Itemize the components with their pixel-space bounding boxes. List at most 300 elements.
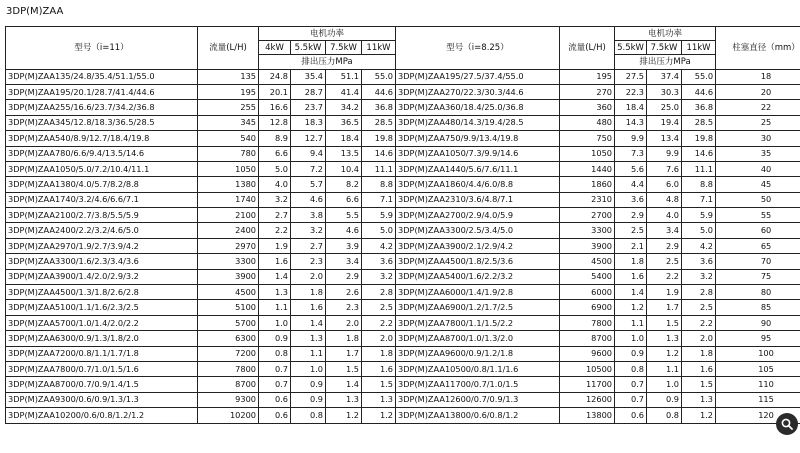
cell-p11kw: 1.3 (362, 392, 396, 407)
table-row (6, 392, 800, 407)
cell-flow-left: 2100 (198, 208, 259, 223)
header-power-7-5kw-right: 7.5kW (647, 41, 682, 55)
cell-p5-5kw-right: 0.6 (615, 408, 647, 423)
header-plunger-diameter: 柱塞直径（mm） (716, 27, 800, 70)
cell-p11kw-right: 3.6 (682, 254, 716, 269)
cell-model-left: 3DP(M)ZAA4500/1.3/1.8/2.6/2.8 (6, 285, 198, 300)
cell-p7-5kw: 2.0 (326, 315, 362, 330)
table-row (6, 146, 800, 161)
cell-model-left: 3DP(M)ZAA2100/2.7/3.8/5.5/5.9 (6, 208, 198, 223)
cell-model-left: 3DP(M)ZAA3300/1.6/2.3/3.4/3.6 (6, 254, 198, 269)
cell-flow-right: 6900 (560, 300, 615, 315)
cell-p11kw-right: 14.6 (682, 146, 716, 161)
cell-p11kw-right: 1.2 (682, 408, 716, 423)
cell-p7-5kw-right: 9.9 (647, 146, 682, 161)
cell-p4kw: 16.6 (259, 100, 291, 115)
cell-p11kw-right: 1.8 (682, 346, 716, 361)
cell-flow-right: 9600 (560, 346, 615, 361)
cell-p7-5kw-right: 4.0 (647, 208, 682, 223)
cell-p11kw: 2.5 (362, 300, 396, 315)
cell-flow-right: 10500 (560, 361, 615, 376)
cell-p11kw: 1.2 (362, 408, 396, 423)
cell-p11kw: 1.8 (362, 346, 396, 361)
cell-p5-5kw-right: 1.4 (615, 285, 647, 300)
cell-p11kw: 2.8 (362, 285, 396, 300)
table-row (6, 269, 800, 284)
cell-model-left: 3DP(M)ZAA6300/0.9/1.3/1.8/2.0 (6, 331, 198, 346)
cell-p11kw-right: 44.6 (682, 84, 716, 99)
cell-p7-5kw: 1.8 (326, 331, 362, 346)
cell-flow-right: 12600 (560, 392, 615, 407)
cell-p11kw: 36.8 (362, 100, 396, 115)
cell-p5-5kw: 2.0 (291, 269, 326, 284)
cell-plunger-diameter: 20 (716, 84, 800, 99)
table-row (6, 100, 800, 115)
cell-p11kw-right: 11.1 (682, 161, 716, 176)
cell-p11kw: 11.1 (362, 161, 396, 176)
cell-flow-left: 2400 (198, 223, 259, 238)
cell-plunger-diameter: 35 (716, 146, 800, 161)
table-row (6, 408, 800, 423)
table-row (6, 331, 800, 346)
cell-model-left: 3DP(M)ZAA9300/0.6/0.9/1.3/1.3 (6, 392, 198, 407)
header-pressure-left: 排出压力MPa (259, 55, 396, 69)
cell-p7-5kw: 1.3 (326, 392, 362, 407)
cell-p5-5kw-right: 0.7 (615, 377, 647, 392)
cell-p11kw: 8.8 (362, 177, 396, 192)
cell-flow-left: 1050 (198, 161, 259, 176)
cell-p7-5kw-right: 6.0 (647, 177, 682, 192)
cell-flow-right: 5400 (560, 269, 615, 284)
cell-p5-5kw-right: 2.5 (615, 223, 647, 238)
cell-model-right: 3DP(M)ZAA9600/0.9/1.2/1.8 (396, 346, 560, 361)
cell-model-left: 3DP(M)ZAA195/20.1/28.7/41.4/44.6 (6, 84, 198, 99)
cell-flow-left: 1380 (198, 177, 259, 192)
cell-p11kw-right: 7.1 (682, 192, 716, 207)
cell-p4kw: 1.0 (259, 315, 291, 330)
cell-flow-right: 195 (560, 69, 615, 84)
cell-plunger-diameter: 45 (716, 177, 800, 192)
cell-p5-5kw-right: 9.9 (615, 131, 647, 146)
cell-model-right: 3DP(M)ZAA4500/1.8/2.5/3.6 (396, 254, 560, 269)
table-row (6, 131, 800, 146)
cell-p5-5kw-right: 3.6 (615, 192, 647, 207)
cell-plunger-diameter: 100 (716, 346, 800, 361)
header-pressure-right: 排出压力MPa (615, 55, 716, 69)
cell-model-right: 3DP(M)ZAA11700/0.7/1.0/1.5 (396, 377, 560, 392)
cell-model-left: 3DP(M)ZAA780/6.6/9.4/13.5/14.6 (6, 146, 198, 161)
cell-p11kw: 1.6 (362, 361, 396, 376)
cell-p7-5kw: 51.1 (326, 69, 362, 84)
cell-p4kw: 4.0 (259, 177, 291, 192)
cell-flow-right: 3300 (560, 223, 615, 238)
cell-model-right: 3DP(M)ZAA13800/0.6/0.8/1.2 (396, 408, 560, 423)
cell-model-right: 3DP(M)ZAA480/14.3/19.4/28.5 (396, 115, 560, 130)
cell-p11kw: 19.8 (362, 131, 396, 146)
cell-p4kw: 1.9 (259, 238, 291, 253)
cell-flow-right: 480 (560, 115, 615, 130)
cell-p7-5kw: 10.4 (326, 161, 362, 176)
cell-flow-right: 270 (560, 84, 615, 99)
cell-plunger-diameter: 22 (716, 100, 800, 115)
cell-model-right: 3DP(M)ZAA1440/5.6/7.6/11.1 (396, 161, 560, 176)
cell-p4kw: 1.3 (259, 285, 291, 300)
cell-p5-5kw: 0.9 (291, 377, 326, 392)
cell-p7-5kw-right: 2.5 (647, 254, 682, 269)
header-power-11kw-right: 11kW (682, 41, 716, 55)
cell-p7-5kw: 13.5 (326, 146, 362, 161)
header-power-5-5kw: 5.5kW (291, 41, 326, 55)
cell-p5-5kw: 1.6 (291, 300, 326, 315)
cell-p4kw: 2.2 (259, 223, 291, 238)
cell-p11kw-right: 2.8 (682, 285, 716, 300)
cell-p5-5kw-right: 7.3 (615, 146, 647, 161)
cell-p11kw-right: 4.2 (682, 238, 716, 253)
table-row (6, 377, 800, 392)
cell-p11kw-right: 5.9 (682, 208, 716, 223)
cell-p7-5kw: 5.5 (326, 208, 362, 223)
cell-p11kw-right: 2.0 (682, 331, 716, 346)
cell-p5-5kw-right: 18.4 (615, 100, 647, 115)
cell-plunger-diameter: 50 (716, 192, 800, 207)
cell-model-right: 3DP(M)ZAA2700/2.9/4.0/5.9 (396, 208, 560, 223)
cell-plunger-diameter: 115 (716, 392, 800, 407)
cell-flow-left: 345 (198, 115, 259, 130)
header-power-4kw: 4kW (259, 41, 291, 55)
cell-p4kw: 1.1 (259, 300, 291, 315)
cell-p4kw: 2.7 (259, 208, 291, 223)
cell-p5-5kw-right: 1.8 (615, 254, 647, 269)
table-row (6, 208, 800, 223)
cell-model-right: 3DP(M)ZAA7800/1.1/1.5/2.2 (396, 315, 560, 330)
cell-p7-5kw-right: 4.8 (647, 192, 682, 207)
cell-flow-left: 7200 (198, 346, 259, 361)
cell-p4kw: 0.6 (259, 392, 291, 407)
cell-p11kw: 1.5 (362, 377, 396, 392)
header-power-7-5kw: 7.5kW (326, 41, 362, 55)
header-flow-left: 流量(L/H) (198, 27, 259, 70)
cell-plunger-diameter: 65 (716, 238, 800, 253)
cell-p5-5kw-right: 1.2 (615, 300, 647, 315)
header-model-left: 型号（i=11） (6, 27, 198, 70)
cell-flow-right: 360 (560, 100, 615, 115)
spec-table-body (6, 69, 800, 423)
cell-p5-5kw: 1.0 (291, 361, 326, 376)
cell-plunger-diameter: 25 (716, 115, 800, 130)
cell-model-left: 3DP(M)ZAA7200/0.8/1.1/1.7/1.8 (6, 346, 198, 361)
table-row (6, 115, 800, 130)
cell-p7-5kw: 4.6 (326, 223, 362, 238)
cell-p4kw: 5.0 (259, 161, 291, 176)
cell-p4kw: 0.6 (259, 408, 291, 423)
cell-p7-5kw: 2.3 (326, 300, 362, 315)
cell-flow-right: 1440 (560, 161, 615, 176)
cell-model-left: 3DP(M)ZAA540/8.9/12.7/18.4/19.8 (6, 131, 198, 146)
cell-model-right: 3DP(M)ZAA3300/2.5/3.4/5.0 (396, 223, 560, 238)
cell-model-right: 3DP(M)ZAA6900/1.2/1.7/2.5 (396, 300, 560, 315)
cell-p4kw: 0.8 (259, 346, 291, 361)
cell-p5-5kw-right: 1.0 (615, 331, 647, 346)
table-row (6, 254, 800, 269)
cell-p11kw: 14.6 (362, 146, 396, 161)
table-row (6, 315, 800, 330)
cell-p5-5kw: 1.1 (291, 346, 326, 361)
cell-p7-5kw-right: 1.2 (647, 346, 682, 361)
cell-flow-right: 2310 (560, 192, 615, 207)
header-power-5-5kw-right: 5.5kW (615, 41, 647, 55)
table-row (6, 300, 800, 315)
cell-p5-5kw: 0.9 (291, 392, 326, 407)
cell-flow-right: 11700 (560, 377, 615, 392)
cell-flow-right: 1860 (560, 177, 615, 192)
cell-p7-5kw-right: 30.3 (647, 84, 682, 99)
cell-p5-5kw-right: 0.9 (615, 346, 647, 361)
cell-flow-right: 2700 (560, 208, 615, 223)
cell-p5-5kw-right: 27.5 (615, 69, 647, 84)
cell-p11kw-right: 3.2 (682, 269, 716, 284)
cell-p4kw: 6.6 (259, 146, 291, 161)
cell-p5-5kw-right: 5.6 (615, 161, 647, 176)
cell-p7-5kw: 36.5 (326, 115, 362, 130)
cell-p5-5kw: 1.3 (291, 331, 326, 346)
cell-model-right: 3DP(M)ZAA6000/1.4/1.9/2.8 (396, 285, 560, 300)
cell-p7-5kw-right: 1.3 (647, 331, 682, 346)
cell-flow-right: 6000 (560, 285, 615, 300)
cell-p11kw-right: 1.3 (682, 392, 716, 407)
image-search-glyph (780, 417, 794, 431)
cell-p4kw: 1.4 (259, 269, 291, 284)
cell-p11kw: 55.0 (362, 69, 396, 84)
table-row (6, 361, 800, 376)
cell-p5-5kw-right: 2.1 (615, 238, 647, 253)
cell-flow-left: 6300 (198, 331, 259, 346)
cell-p7-5kw: 6.6 (326, 192, 362, 207)
cell-model-left: 3DP(M)ZAA255/16.6/23.7/34.2/36.8 (6, 100, 198, 115)
cell-plunger-diameter: 18 (716, 69, 800, 84)
cell-p11kw-right: 1.5 (682, 377, 716, 392)
cell-flow-right: 13800 (560, 408, 615, 423)
table-row (6, 238, 800, 253)
table-row (6, 223, 800, 238)
cell-p11kw: 2.0 (362, 331, 396, 346)
cell-p7-5kw-right: 1.9 (647, 285, 682, 300)
cell-flow-left: 5700 (198, 315, 259, 330)
cell-p7-5kw-right: 1.5 (647, 315, 682, 330)
cell-p4kw: 20.1 (259, 84, 291, 99)
cell-p7-5kw-right: 1.7 (647, 300, 682, 315)
cell-model-left: 3DP(M)ZAA5100/1.1/1.6/2.3/2.5 (6, 300, 198, 315)
cell-plunger-diameter: 105 (716, 361, 800, 376)
cell-p11kw-right: 2.5 (682, 300, 716, 315)
cell-flow-right: 8700 (560, 331, 615, 346)
cell-model-right: 3DP(M)ZAA270/22.3/30.3/44.6 (396, 84, 560, 99)
image-search-icon[interactable] (776, 413, 798, 435)
cell-model-left: 3DP(M)ZAA345/12.8/18.3/36.5/28.5 (6, 115, 198, 130)
cell-p5-5kw: 0.8 (291, 408, 326, 423)
cell-p7-5kw-right: 13.4 (647, 131, 682, 146)
cell-p11kw: 7.1 (362, 192, 396, 207)
cell-flow-right: 750 (560, 131, 615, 146)
cell-p7-5kw-right: 2.2 (647, 269, 682, 284)
cell-plunger-diameter: 90 (716, 315, 800, 330)
cell-plunger-diameter: 120 (716, 408, 800, 423)
cell-p7-5kw-right: 7.6 (647, 161, 682, 176)
cell-p7-5kw: 1.7 (326, 346, 362, 361)
cell-p5-5kw: 1.8 (291, 285, 326, 300)
cell-p5-5kw: 23.7 (291, 100, 326, 115)
cell-p4kw: 0.7 (259, 361, 291, 376)
cell-flow-left: 10200 (198, 408, 259, 423)
cell-p7-5kw-right: 3.4 (647, 223, 682, 238)
header-model-right: 型号（i=8.25） (396, 27, 560, 70)
cell-plunger-diameter: 110 (716, 377, 800, 392)
cell-p5-5kw: 3.2 (291, 223, 326, 238)
cell-p5-5kw-right: 1.6 (615, 269, 647, 284)
cell-p5-5kw-right: 14.3 (615, 115, 647, 130)
cell-plunger-diameter: 60 (716, 223, 800, 238)
cell-flow-left: 8700 (198, 377, 259, 392)
cell-plunger-diameter: 55 (716, 208, 800, 223)
cell-plunger-diameter: 85 (716, 300, 800, 315)
cell-p5-5kw: 18.3 (291, 115, 326, 130)
cell-p11kw-right: 28.5 (682, 115, 716, 130)
cell-p7-5kw: 41.4 (326, 84, 362, 99)
cell-p11kw: 5.0 (362, 223, 396, 238)
cell-model-right: 3DP(M)ZAA1050/7.3/9.9/14.6 (396, 146, 560, 161)
cell-p7-5kw-right: 19.4 (647, 115, 682, 130)
cell-plunger-diameter: 40 (716, 161, 800, 176)
cell-model-left: 3DP(M)ZAA1050/5.0/7.2/10.4/11.1 (6, 161, 198, 176)
cell-p5-5kw: 2.3 (291, 254, 326, 269)
cell-p7-5kw: 1.4 (326, 377, 362, 392)
cell-model-right: 3DP(M)ZAA750/9.9/13.4/19.8 (396, 131, 560, 146)
cell-p7-5kw-right: 2.9 (647, 238, 682, 253)
table-row (6, 69, 800, 84)
cell-p11kw-right: 36.8 (682, 100, 716, 115)
cell-flow-right: 4500 (560, 254, 615, 269)
cell-p4kw: 24.8 (259, 69, 291, 84)
cell-flow-left: 135 (198, 69, 259, 84)
cell-p11kw: 2.2 (362, 315, 396, 330)
cell-p4kw: 1.6 (259, 254, 291, 269)
cell-p5-5kw-right: 22.3 (615, 84, 647, 99)
cell-model-right: 3DP(M)ZAA195/27.5/37.4/55.0 (396, 69, 560, 84)
cell-p7-5kw: 1.2 (326, 408, 362, 423)
cell-model-right: 3DP(M)ZAA8700/1.0/1.3/2.0 (396, 331, 560, 346)
cell-flow-left: 255 (198, 100, 259, 115)
cell-model-left: 3DP(M)ZAA2400/2.2/3.2/4.6/5.0 (6, 223, 198, 238)
cell-p4kw: 12.8 (259, 115, 291, 130)
header-power-11kw: 11kW (362, 41, 396, 55)
cell-plunger-diameter: 80 (716, 285, 800, 300)
cell-model-right: 3DP(M)ZAA1860/4.4/6.0/8.8 (396, 177, 560, 192)
cell-flow-left: 3900 (198, 269, 259, 284)
table-row (6, 84, 800, 99)
cell-model-left: 3DP(M)ZAA135/24.8/35.4/51.1/55.0 (6, 69, 198, 84)
cell-model-right: 3DP(M)ZAA5400/1.6/2.2/3.2 (396, 269, 560, 284)
cell-p11kw-right: 2.2 (682, 315, 716, 330)
cell-model-left: 3DP(M)ZAA10200/0.6/0.8/1.2/1.2 (6, 408, 198, 423)
cell-p5-5kw: 2.7 (291, 238, 326, 253)
cell-p7-5kw: 3.4 (326, 254, 362, 269)
cell-p11kw-right: 55.0 (682, 69, 716, 84)
table-row (6, 177, 800, 192)
cell-p4kw: 3.2 (259, 192, 291, 207)
table-row (6, 285, 800, 300)
cell-model-right: 3DP(M)ZAA360/18.4/25.0/36.8 (396, 100, 560, 115)
cell-model-left: 3DP(M)ZAA1380/4.0/5.7/8.2/8.8 (6, 177, 198, 192)
cell-p7-5kw: 18.4 (326, 131, 362, 146)
cell-flow-right: 1050 (560, 146, 615, 161)
cell-p5-5kw-right: 2.9 (615, 208, 647, 223)
cell-p5-5kw: 1.4 (291, 315, 326, 330)
cell-model-right: 3DP(M)ZAA2310/3.6/4.8/7.1 (396, 192, 560, 207)
cell-p7-5kw-right: 1.1 (647, 361, 682, 376)
spec-table (5, 26, 800, 424)
cell-flow-left: 540 (198, 131, 259, 146)
header-motor-power-left: 电机功率 (259, 27, 396, 41)
cell-model-left: 3DP(M)ZAA5700/1.0/1.4/2.0/2.2 (6, 315, 198, 330)
header-motor-power-right: 电机功率 (615, 27, 716, 41)
cell-p4kw: 0.9 (259, 331, 291, 346)
table-row (6, 161, 800, 176)
cell-p11kw: 28.5 (362, 115, 396, 130)
cell-plunger-diameter: 30 (716, 131, 800, 146)
cell-flow-right: 3900 (560, 238, 615, 253)
spec-table-wrapper (5, 26, 800, 424)
page-title: 3DP(M)ZAA (6, 6, 64, 17)
cell-p5-5kw: 4.6 (291, 192, 326, 207)
cell-p11kw-right: 1.6 (682, 361, 716, 376)
cell-p11kw: 44.6 (362, 84, 396, 99)
cell-p4kw: 0.7 (259, 377, 291, 392)
cell-p5-5kw-right: 1.1 (615, 315, 647, 330)
cell-p4kw: 8.9 (259, 131, 291, 146)
cell-flow-left: 2970 (198, 238, 259, 253)
cell-p7-5kw: 2.6 (326, 285, 362, 300)
cell-p11kw: 5.9 (362, 208, 396, 223)
cell-p5-5kw: 12.7 (291, 131, 326, 146)
cell-p5-5kw: 5.7 (291, 177, 326, 192)
cell-plunger-diameter: 75 (716, 269, 800, 284)
cell-p11kw: 3.6 (362, 254, 396, 269)
cell-flow-right: 7800 (560, 315, 615, 330)
cell-p11kw: 3.2 (362, 269, 396, 284)
cell-p11kw-right: 8.8 (682, 177, 716, 192)
cell-model-right: 3DP(M)ZAA3900/2.1/2.9/4.2 (396, 238, 560, 253)
header-flow-right: 流量(L/H) (560, 27, 615, 70)
cell-p7-5kw-right: 1.0 (647, 377, 682, 392)
cell-flow-left: 195 (198, 84, 259, 99)
cell-p7-5kw-right: 0.8 (647, 408, 682, 423)
table-row (6, 192, 800, 207)
cell-model-right: 3DP(M)ZAA12600/0.7/0.9/1.3 (396, 392, 560, 407)
table-row (6, 346, 800, 361)
cell-plunger-diameter: 95 (716, 331, 800, 346)
cell-p5-5kw-right: 0.7 (615, 392, 647, 407)
cell-p7-5kw: 8.2 (326, 177, 362, 192)
cell-p7-5kw: 3.9 (326, 238, 362, 253)
cell-flow-left: 4500 (198, 285, 259, 300)
cell-p7-5kw-right: 25.0 (647, 100, 682, 115)
cell-flow-left: 1740 (198, 192, 259, 207)
cell-flow-left: 3300 (198, 254, 259, 269)
cell-flow-left: 7800 (198, 361, 259, 376)
cell-p5-5kw-right: 0.8 (615, 361, 647, 376)
cell-p7-5kw-right: 0.9 (647, 392, 682, 407)
cell-model-left: 3DP(M)ZAA2970/1.9/2.7/3.9/4.2 (6, 238, 198, 253)
cell-flow-left: 9300 (198, 392, 259, 407)
